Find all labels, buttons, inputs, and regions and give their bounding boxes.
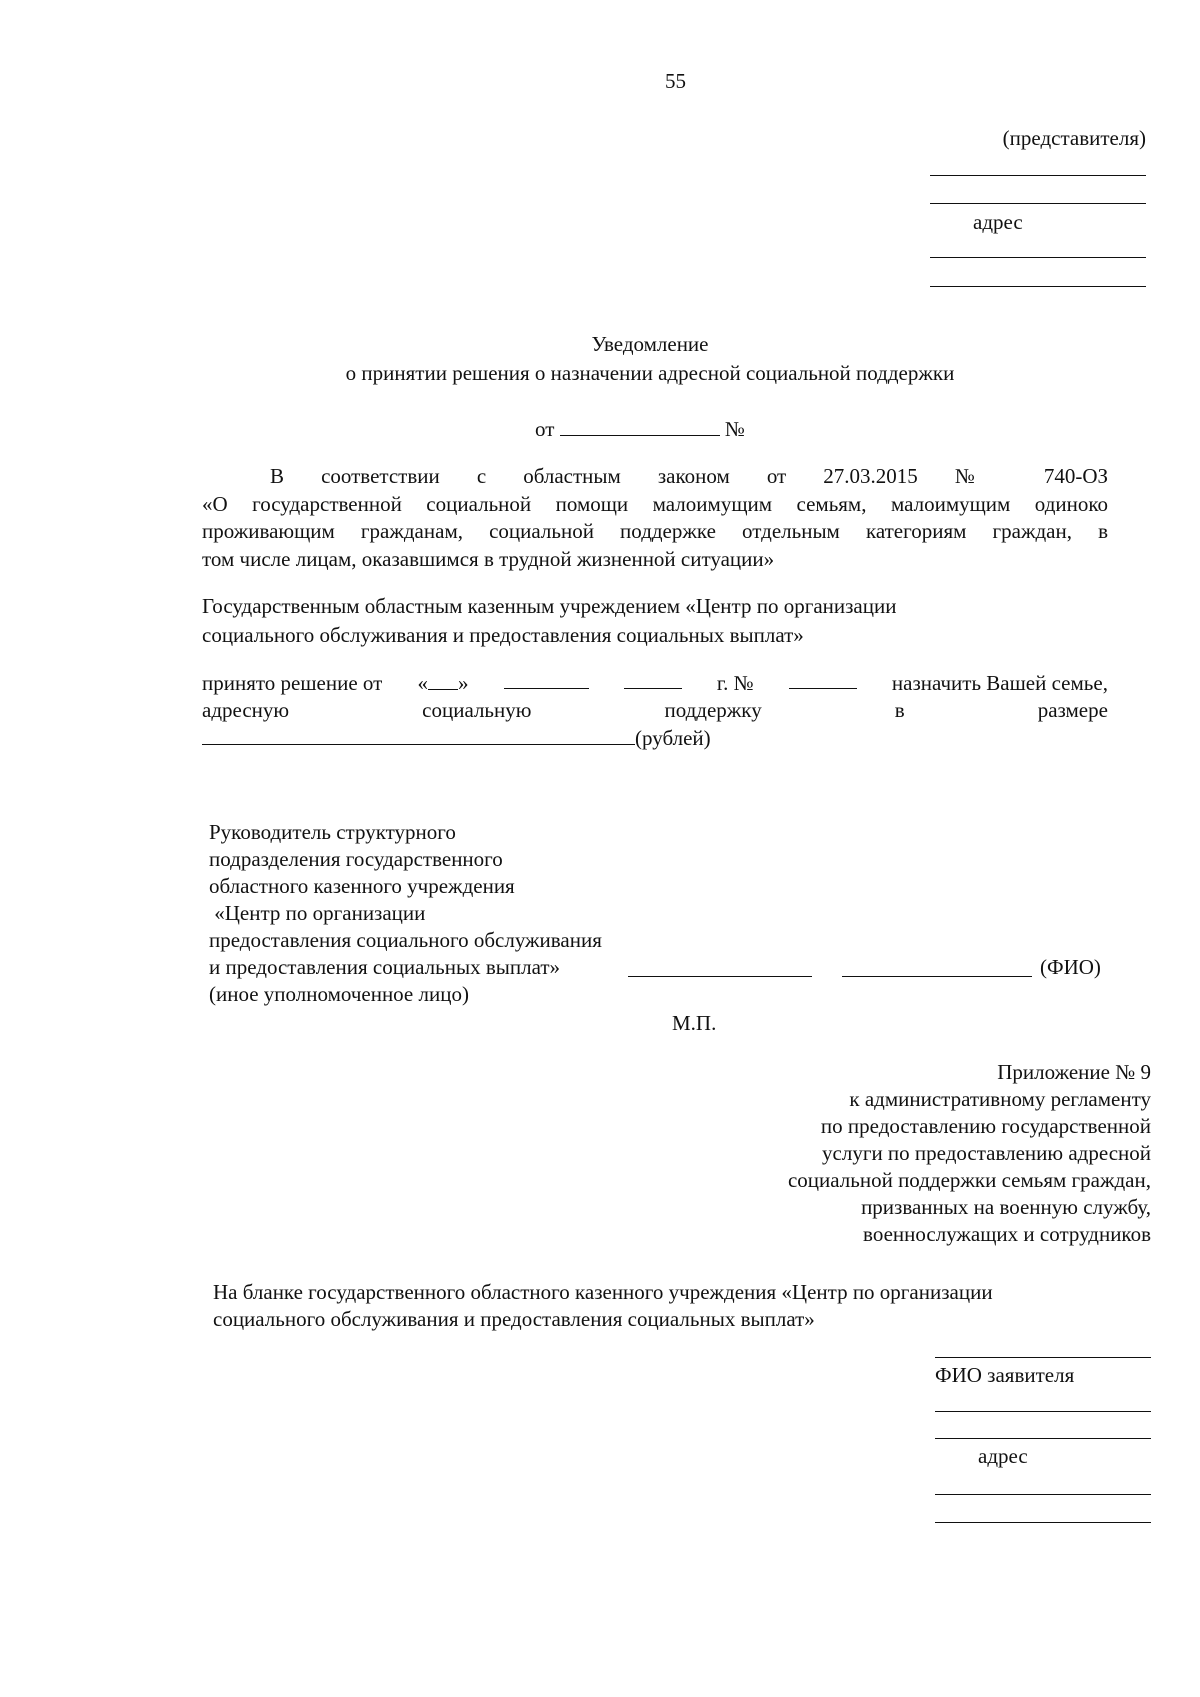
year-number-label: г. № <box>716 671 754 695</box>
word: адресную <box>202 698 290 722</box>
blank-line <box>930 286 1146 287</box>
day-field: « » <box>417 671 469 695</box>
document-subtitle: о принятии решения о назначении адресной социальной поддержки <box>345 361 955 385</box>
amount-line <box>202 725 711 751</box>
from-label: от <box>535 417 555 441</box>
signature-line: подразделения государственного <box>209 847 503 871</box>
rubles-label: (рублей) <box>635 726 711 750</box>
word: социальную <box>422 698 532 722</box>
signature-line: предоставления социального обслуживания <box>209 928 602 952</box>
date-blank <box>560 417 720 436</box>
paragraph-line: Государственным областным казенным учреждением «Центр по организации <box>202 594 897 618</box>
word: размере <box>1037 698 1108 722</box>
appendix-line: социальной поддержки семьям граждан, <box>787 1168 1151 1192</box>
decision-number-blank <box>789 670 857 689</box>
blank-line <box>935 1438 1151 1439</box>
appendix-line: военнослужащих и сотрудников <box>863 1222 1151 1246</box>
representative-label: (представителя) <box>1002 126 1146 150</box>
paragraph-line: проживающим гражданам, социальной поддержке отдельным категориям граждан, в <box>202 519 1108 543</box>
signature-line: «Центр по организации <box>209 901 426 925</box>
blank-line <box>935 1494 1151 1495</box>
blank-line <box>930 203 1146 204</box>
date-number-line <box>535 416 745 442</box>
decision-label: принято решение от <box>202 671 383 695</box>
appendix-line: Приложение № 9 <box>997 1060 1151 1084</box>
word: поддержку <box>664 698 762 722</box>
blank-line <box>935 1357 1151 1358</box>
appendix-line: призванных на военную службу, <box>861 1195 1151 1219</box>
decision-line <box>202 697 1108 723</box>
year-blank <box>624 670 682 689</box>
blank-line <box>935 1411 1151 1412</box>
letterhead-line: социального обслуживания и предоставления социальных выплат» <box>213 1307 815 1331</box>
signature-line: (иное уполномоченное лицо) <box>209 982 469 1006</box>
letterhead-line: На бланке государственного областного казенного учреждения «Центр по организации <box>213 1280 993 1304</box>
signature-line: и предоставления социальных выплат» <box>209 955 561 979</box>
number-label: № <box>724 417 745 441</box>
decision-line <box>202 670 1108 696</box>
signature-blank <box>628 976 812 977</box>
word: в <box>894 698 905 722</box>
fio-label: (ФИО) <box>1040 955 1101 979</box>
amount-blank <box>202 726 635 745</box>
paragraph-line: том числе лицам, оказавшимся в трудной жизненной ситуации» <box>202 547 775 571</box>
address-label: адрес <box>973 210 1023 234</box>
paragraph-line: социального обслуживания и предоставления социальных выплат» <box>202 623 804 647</box>
paragraph-line: В соответствии с областным законом от 27.03.2015 № 740-ОЗ <box>270 464 1108 488</box>
blank-line <box>930 257 1146 258</box>
month-blank <box>504 670 589 689</box>
applicant-fio-label: ФИО заявителя <box>935 1363 1075 1387</box>
signature-line: Руководитель структурного <box>209 820 456 844</box>
appendix-line: по предоставлению государственной <box>820 1114 1151 1138</box>
applicant-address-label: адрес <box>978 1444 1028 1468</box>
stamp-label: М.П. <box>672 1011 717 1035</box>
name-blank <box>842 976 1032 977</box>
signature-line: областного казенного учреждения <box>209 874 515 898</box>
appendix-line: услуги по предоставлению адресной <box>822 1141 1151 1165</box>
appendix-line: к административному регламенту <box>849 1087 1151 1111</box>
blank-line <box>935 1522 1151 1523</box>
document-title: Уведомление <box>591 332 709 356</box>
assign-label: назначить Вашей семье, <box>891 671 1108 695</box>
page-number: 55 <box>665 69 686 93</box>
paragraph-line: «О государственной социальной помощи малоимущим семьям, малоимущим одиноко <box>202 492 1108 516</box>
blank-line <box>930 175 1146 176</box>
